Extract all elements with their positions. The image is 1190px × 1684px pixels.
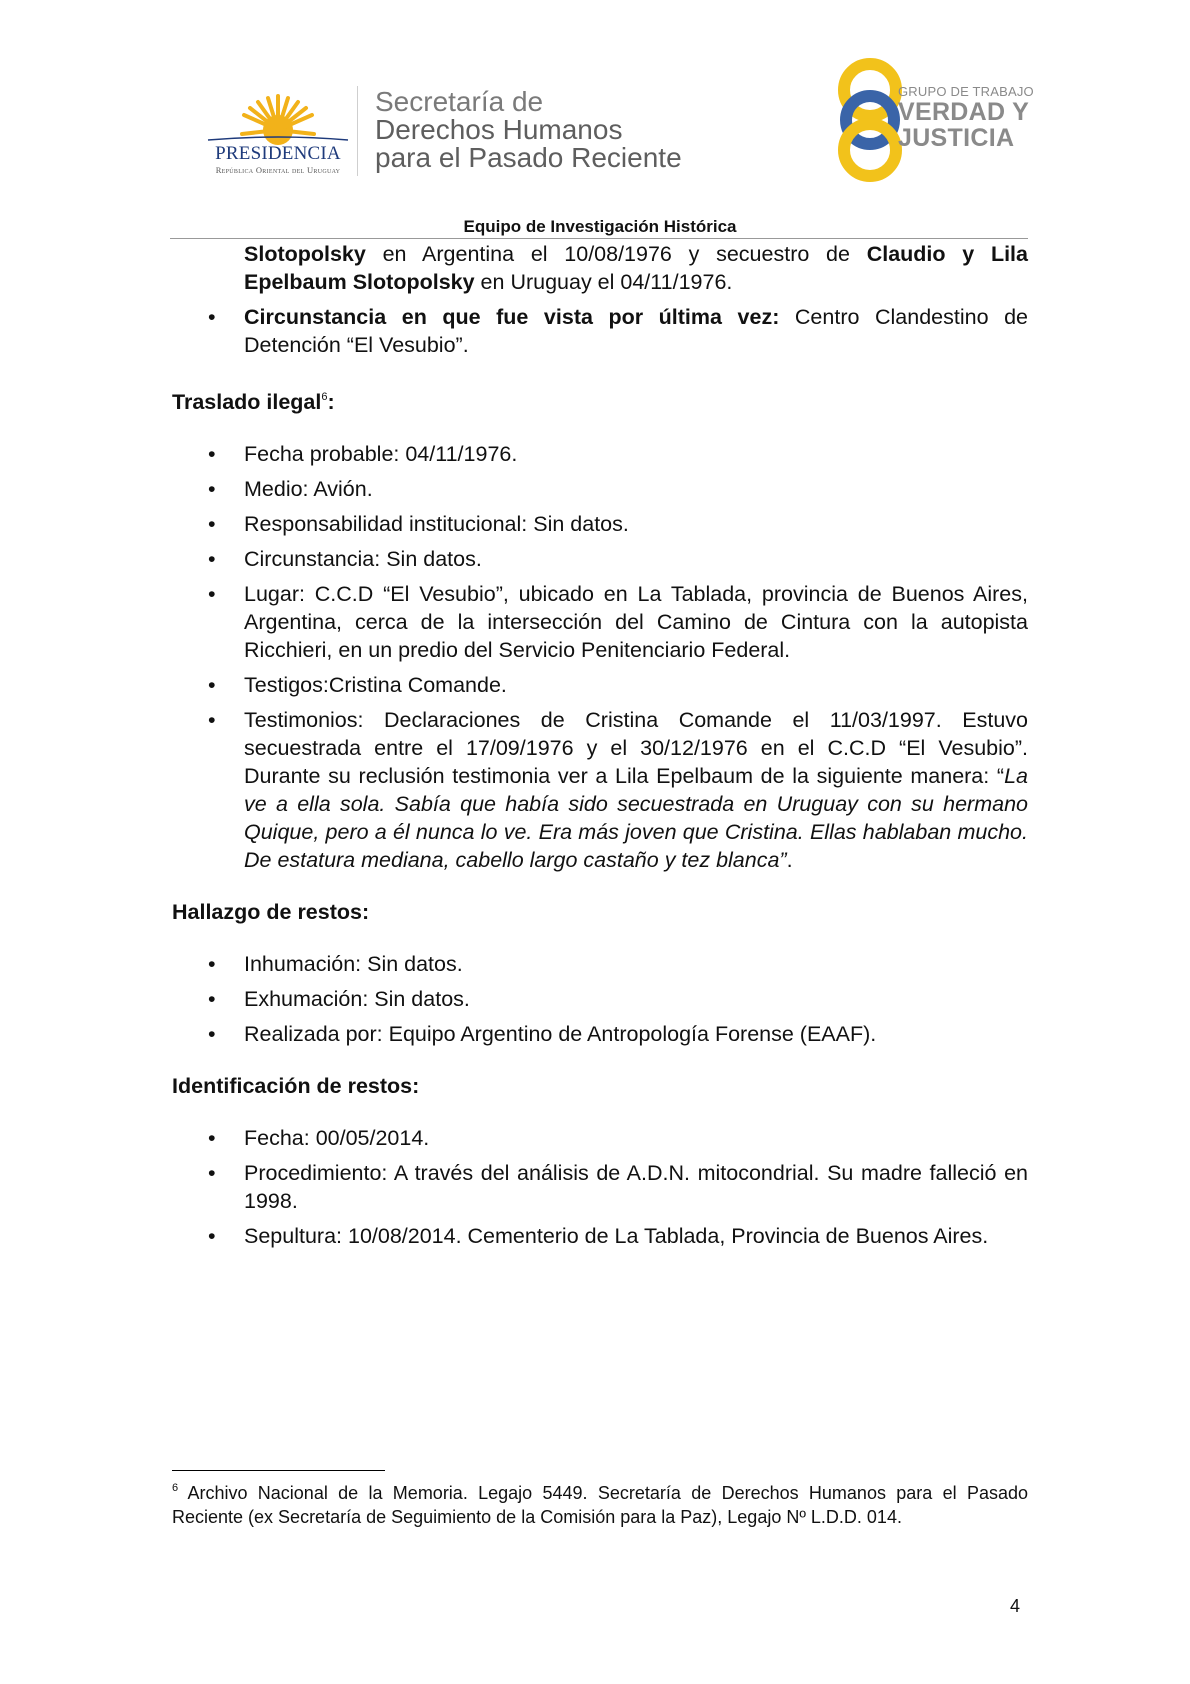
list-item bbox=[172, 580, 1028, 664]
list-item bbox=[172, 510, 1028, 538]
traslado-heading bbox=[172, 383, 1028, 416]
footnote-rule bbox=[172, 1470, 385, 1471]
bullet: • bbox=[208, 952, 216, 976]
bullet: • bbox=[208, 708, 216, 732]
secretaria-logo-text bbox=[375, 88, 682, 172]
identificacion-fecha: Fecha: 00/05/2014. bbox=[244, 1126, 430, 1150]
intro-continuation bbox=[172, 240, 1028, 296]
list-item bbox=[172, 440, 1028, 468]
grupo-line1: GRUPO DE TRABAJO bbox=[898, 84, 1034, 99]
last-seen-label: Circunstancia en que fue vista por última vez: bbox=[244, 305, 780, 329]
traslado-medio: Medio: Avión. bbox=[244, 477, 373, 501]
page-number: 4 bbox=[1010, 1596, 1021, 1616]
bullet: • bbox=[208, 1126, 216, 1150]
bullet: • bbox=[208, 547, 216, 571]
grupo-line2: VERDAD Y bbox=[898, 98, 1030, 126]
list-item bbox=[172, 1020, 1028, 1048]
list-item bbox=[172, 475, 1028, 503]
intro-text2: en Uruguay el 04/11/1976. bbox=[474, 270, 733, 294]
identificacion-procedimiento: Procedimiento: A través del análisis de A.D.N. mitocondrial. Su madre falleció en 1998. bbox=[244, 1161, 1028, 1213]
document-body bbox=[172, 240, 1028, 1257]
identificacion-heading: Identificación de restos: bbox=[172, 1074, 420, 1098]
traslado-heading-suffix: : bbox=[327, 390, 335, 414]
list-item bbox=[172, 1159, 1028, 1215]
intro-text1: en Argentina el 10/08/1976 y secuestro de bbox=[365, 242, 867, 266]
bullet: • bbox=[208, 1022, 216, 1046]
bullet: • bbox=[208, 305, 216, 329]
secretaria-line2: Derechos Humanos bbox=[375, 114, 623, 145]
traslado-circunstancia: Circunstancia: Sin datos. bbox=[244, 547, 482, 571]
last-seen-item bbox=[172, 303, 1028, 359]
list-item bbox=[172, 950, 1028, 978]
list-item bbox=[172, 985, 1028, 1013]
last-seen-value: Centro Clandestino de Detención “El Vesubio”. bbox=[244, 305, 1028, 357]
bullet: • bbox=[208, 477, 216, 501]
testimonios-quote: La ve a ella sola. Sabía que había sido secuestrada en Uruguay con su hermano Quique, pero a él nunca lo ve. Era más joven que Cristina. Ellas hablaban mucho. De estatura mediana, cabello largo castaño y tez blanca” bbox=[244, 764, 1028, 872]
testimonios-text: Testimonios: Declaraciones de Cristina Comande el 11/03/1997. Estuvo secuestrada entre el 17/09/1976 y el 30/12/1976 en el C.C.D “El Vesubio”. Durante su reclusión testimonia ver a Lila Epelbaum de la siguiente manera: “ bbox=[244, 708, 1028, 788]
logo-divider bbox=[357, 86, 358, 176]
traslado-heading-text: Traslado ilegal bbox=[172, 390, 322, 414]
list-item bbox=[172, 1222, 1028, 1250]
grupo-line3: JUSTICIA bbox=[898, 124, 1015, 152]
team-title: Equipo de Investigación Histórica bbox=[463, 217, 737, 236]
hallazgo-realizada: Realizada por: Equipo Argentino de Antropología Forense (EAAF). bbox=[244, 1022, 877, 1046]
traslado-responsabilidad: Responsabilidad institucional: Sin datos. bbox=[244, 512, 629, 536]
secretaria-line3: para el Pasado Reciente bbox=[375, 142, 682, 173]
traslado-fecha: Fecha probable: 04/11/1976. bbox=[244, 442, 518, 466]
traslado-testigos: Testigos:Cristina Comande. bbox=[244, 673, 507, 697]
bullet: • bbox=[208, 512, 216, 536]
presidencia-name: PRESIDENCIA bbox=[215, 143, 341, 164]
bullet: • bbox=[208, 582, 216, 606]
hallazgo-heading: Hallazgo de restos: bbox=[172, 900, 370, 924]
testimonios-item bbox=[172, 706, 1028, 874]
secretaria-line1: Secretaría de bbox=[375, 86, 544, 117]
testimonios-end: . bbox=[786, 848, 793, 872]
intro-bold-name: Slotopolsky bbox=[244, 242, 366, 266]
bullet: • bbox=[208, 1161, 216, 1185]
bullet: • bbox=[208, 442, 216, 466]
hallazgo-exhumacion: Exhumación: Sin datos. bbox=[244, 987, 470, 1011]
bullet: • bbox=[208, 673, 216, 697]
footnote bbox=[172, 1476, 1028, 1529]
identificacion-sepultura: Sepultura: 10/08/2014. Cementerio de La Tablada, Provincia de Buenos Aires. bbox=[244, 1224, 989, 1248]
header-rule bbox=[170, 238, 1028, 239]
footnote-number: 6 bbox=[172, 1482, 179, 1494]
list-item bbox=[172, 545, 1028, 573]
bullet: • bbox=[208, 1224, 216, 1248]
presidencia-subtitle: República Oriental del Uruguay bbox=[215, 165, 341, 175]
grupo-trabajo-text bbox=[898, 84, 1034, 151]
intro-bold-names: Claudio y Lila Epelbaum Slotopolsky bbox=[244, 242, 1028, 294]
hallazgo-inhumacion: Inhumación: Sin datos. bbox=[244, 952, 463, 976]
traslado-lugar: Lugar: C.C.D “El Vesubio”, ubicado en La Tablada, provincia de Buenos Aires, Argentina, cerca de la intersección del Camino de Cintura con la autopista Ricchieri, en un predio del Servicio Penitenciario Federal. bbox=[244, 582, 1028, 662]
footnote-ref: 6 bbox=[321, 391, 328, 403]
list-item bbox=[172, 671, 1028, 699]
bullet: • bbox=[208, 987, 216, 1011]
list-item bbox=[172, 1124, 1028, 1152]
footnote-text: Archivo Nacional de la Memoria. Legajo 5449. Secretaría de Derechos Humanos para el Pasado Reciente (ex Secretaría de Seguimiento de la Comisión para la Paz), Legajo Nº L.D.D. 014. bbox=[172, 1483, 1028, 1527]
